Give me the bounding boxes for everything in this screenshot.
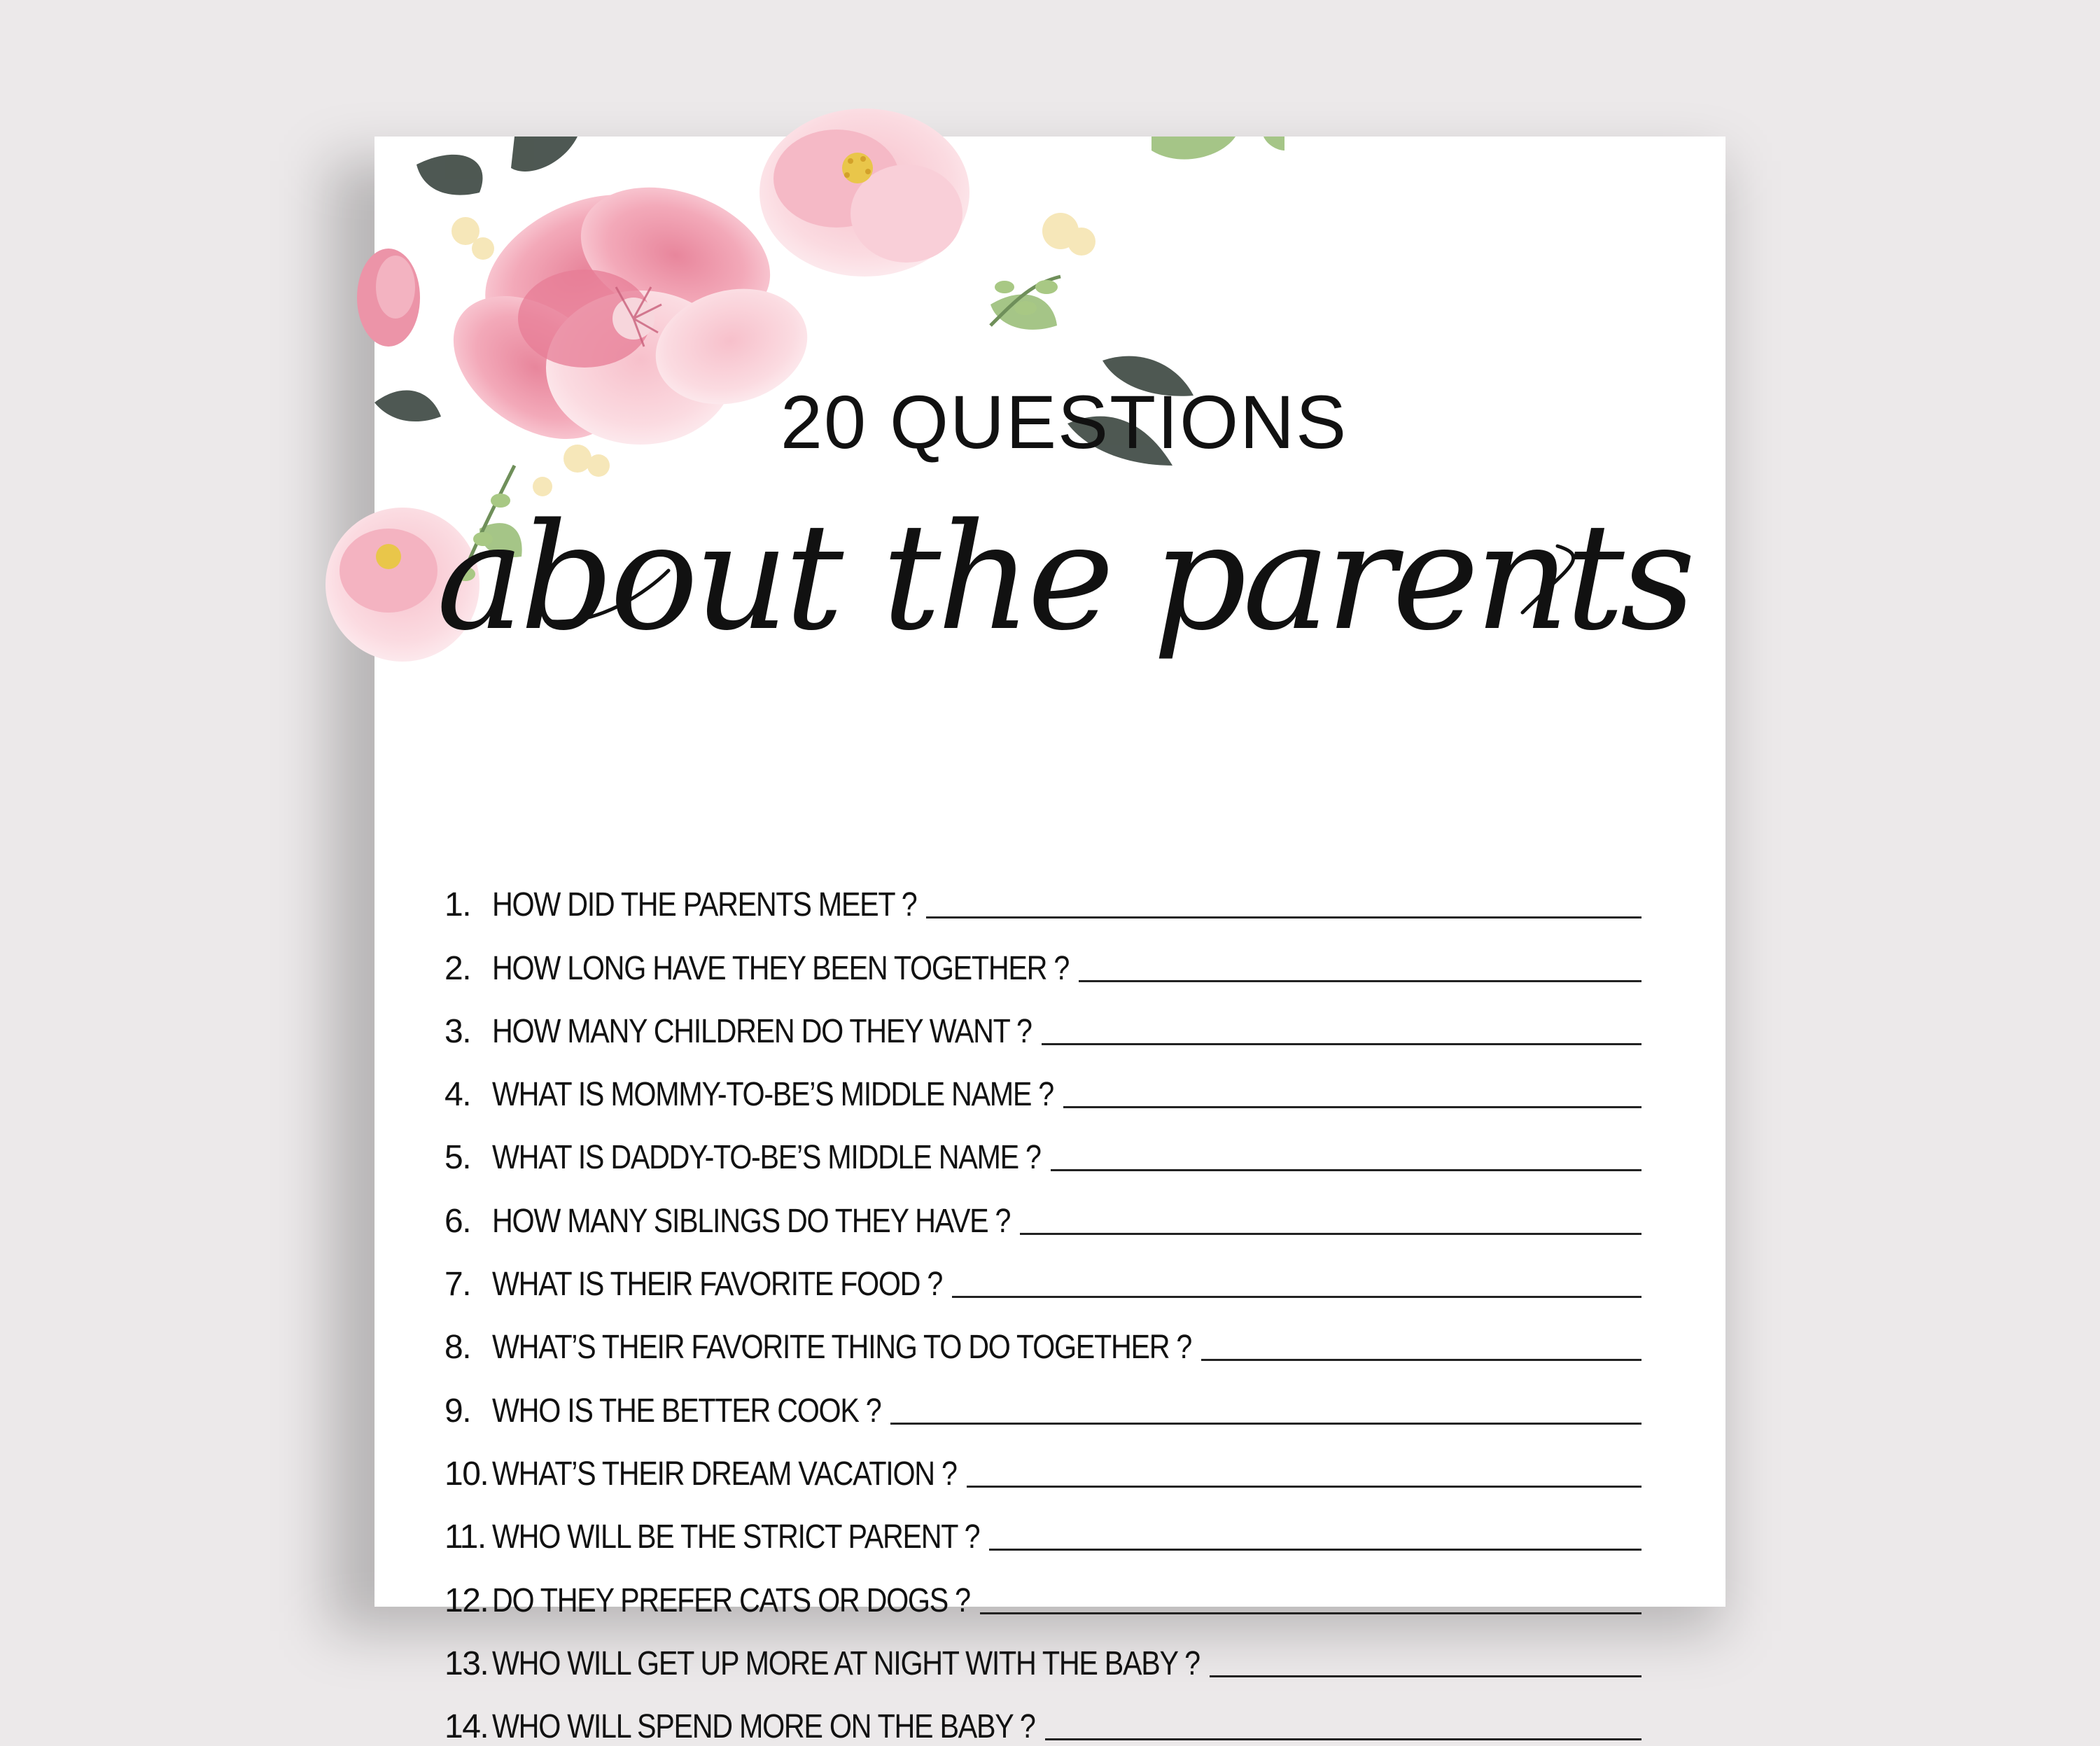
answer-line[interactable] (890, 1423, 1642, 1425)
question-text: HOW MANY SIBLINGS DO THEY HAVE ? (492, 1202, 1011, 1240)
question-text: DO THEY PREFER CATS OR DOGS ? (492, 1581, 970, 1619)
question-row (444, 1177, 1642, 1240)
question-text: WHAT’S THEIR FAVORITE THING TO DO TOGETHER ? (492, 1329, 1192, 1367)
question-row (444, 1051, 1642, 1114)
answer-line[interactable] (1045, 1738, 1642, 1740)
question-number: 9. (444, 1392, 471, 1430)
answer-line[interactable] (1201, 1359, 1642, 1361)
question-row (444, 1430, 1642, 1493)
question-number: 8. (444, 1329, 471, 1367)
rose-bud (357, 249, 420, 347)
game-sheet (374, 137, 1726, 1746)
question-text: HOW MANY CHILDREN DO THEY WANT ? (492, 1012, 1032, 1050)
question-number: 5. (444, 1139, 471, 1177)
page-title: 20 QUESTIONS (780, 379, 1348, 464)
answer-line[interactable] (952, 1296, 1642, 1298)
question-number: 11. (444, 1518, 486, 1556)
question-text: WHO WILL GET UP MORE AT NIGHT WITH THE BABY ? (492, 1644, 1200, 1682)
question-text: WHAT’S THEIR DREAM VACATION ? (492, 1455, 957, 1493)
question-text: WHAT IS THEIR FAVORITE FOOD ? (492, 1266, 943, 1304)
question-list (444, 861, 1642, 1746)
question-number: 13. (444, 1644, 489, 1682)
answer-line[interactable] (926, 916, 1642, 919)
answer-line[interactable] (980, 1612, 1642, 1614)
answer-line[interactable] (967, 1486, 1642, 1488)
question-row (444, 1493, 1642, 1556)
question-row (444, 924, 1642, 987)
question-text: WHO WILL BE THE STRICT PARENT ? (492, 1518, 980, 1556)
pink-rose-top (760, 109, 969, 277)
question-number: 4. (444, 1076, 471, 1114)
answer-line[interactable] (1079, 980, 1642, 982)
question-row (444, 861, 1642, 924)
question-number: 3. (444, 1012, 471, 1050)
answer-line[interactable] (989, 1549, 1642, 1551)
script-subtitle: about the parents (436, 491, 1692, 663)
question-number: 10. (444, 1455, 489, 1493)
answer-line[interactable] (1210, 1675, 1642, 1677)
question-row (444, 1683, 1642, 1746)
question-text: WHAT IS DADDY-TO-BE’S MIDDLE NAME ? (492, 1139, 1041, 1177)
question-row (444, 1241, 1642, 1304)
question-row (444, 1556, 1642, 1619)
question-row (444, 1304, 1642, 1367)
question-number: 12. (444, 1581, 489, 1619)
question-row (444, 1620, 1642, 1683)
question-number: 7. (444, 1266, 471, 1304)
question-number: 1. (444, 886, 471, 924)
question-number: 14. (444, 1708, 489, 1746)
answer-line[interactable] (1063, 1106, 1642, 1108)
answer-line[interactable] (1020, 1233, 1642, 1235)
question-row (444, 1114, 1642, 1177)
answer-line[interactable] (1051, 1169, 1642, 1171)
question-row (444, 1367, 1642, 1430)
answer-line[interactable] (1042, 1043, 1642, 1045)
question-text: WHO IS THE BETTER COOK ? (492, 1392, 881, 1430)
question-text: HOW DID THE PARENTS MEET ? (492, 886, 917, 924)
question-text: WHO WILL SPEND MORE ON THE BABY ? (492, 1708, 1035, 1746)
question-text: WHAT IS MOMMY-TO-BE’S MIDDLE NAME ? (492, 1076, 1054, 1114)
question-row (444, 988, 1642, 1051)
question-number: 2. (444, 949, 471, 987)
question-number: 6. (444, 1202, 471, 1240)
question-text: HOW LONG HAVE THEY BEEN TOGETHER ? (492, 949, 1069, 987)
